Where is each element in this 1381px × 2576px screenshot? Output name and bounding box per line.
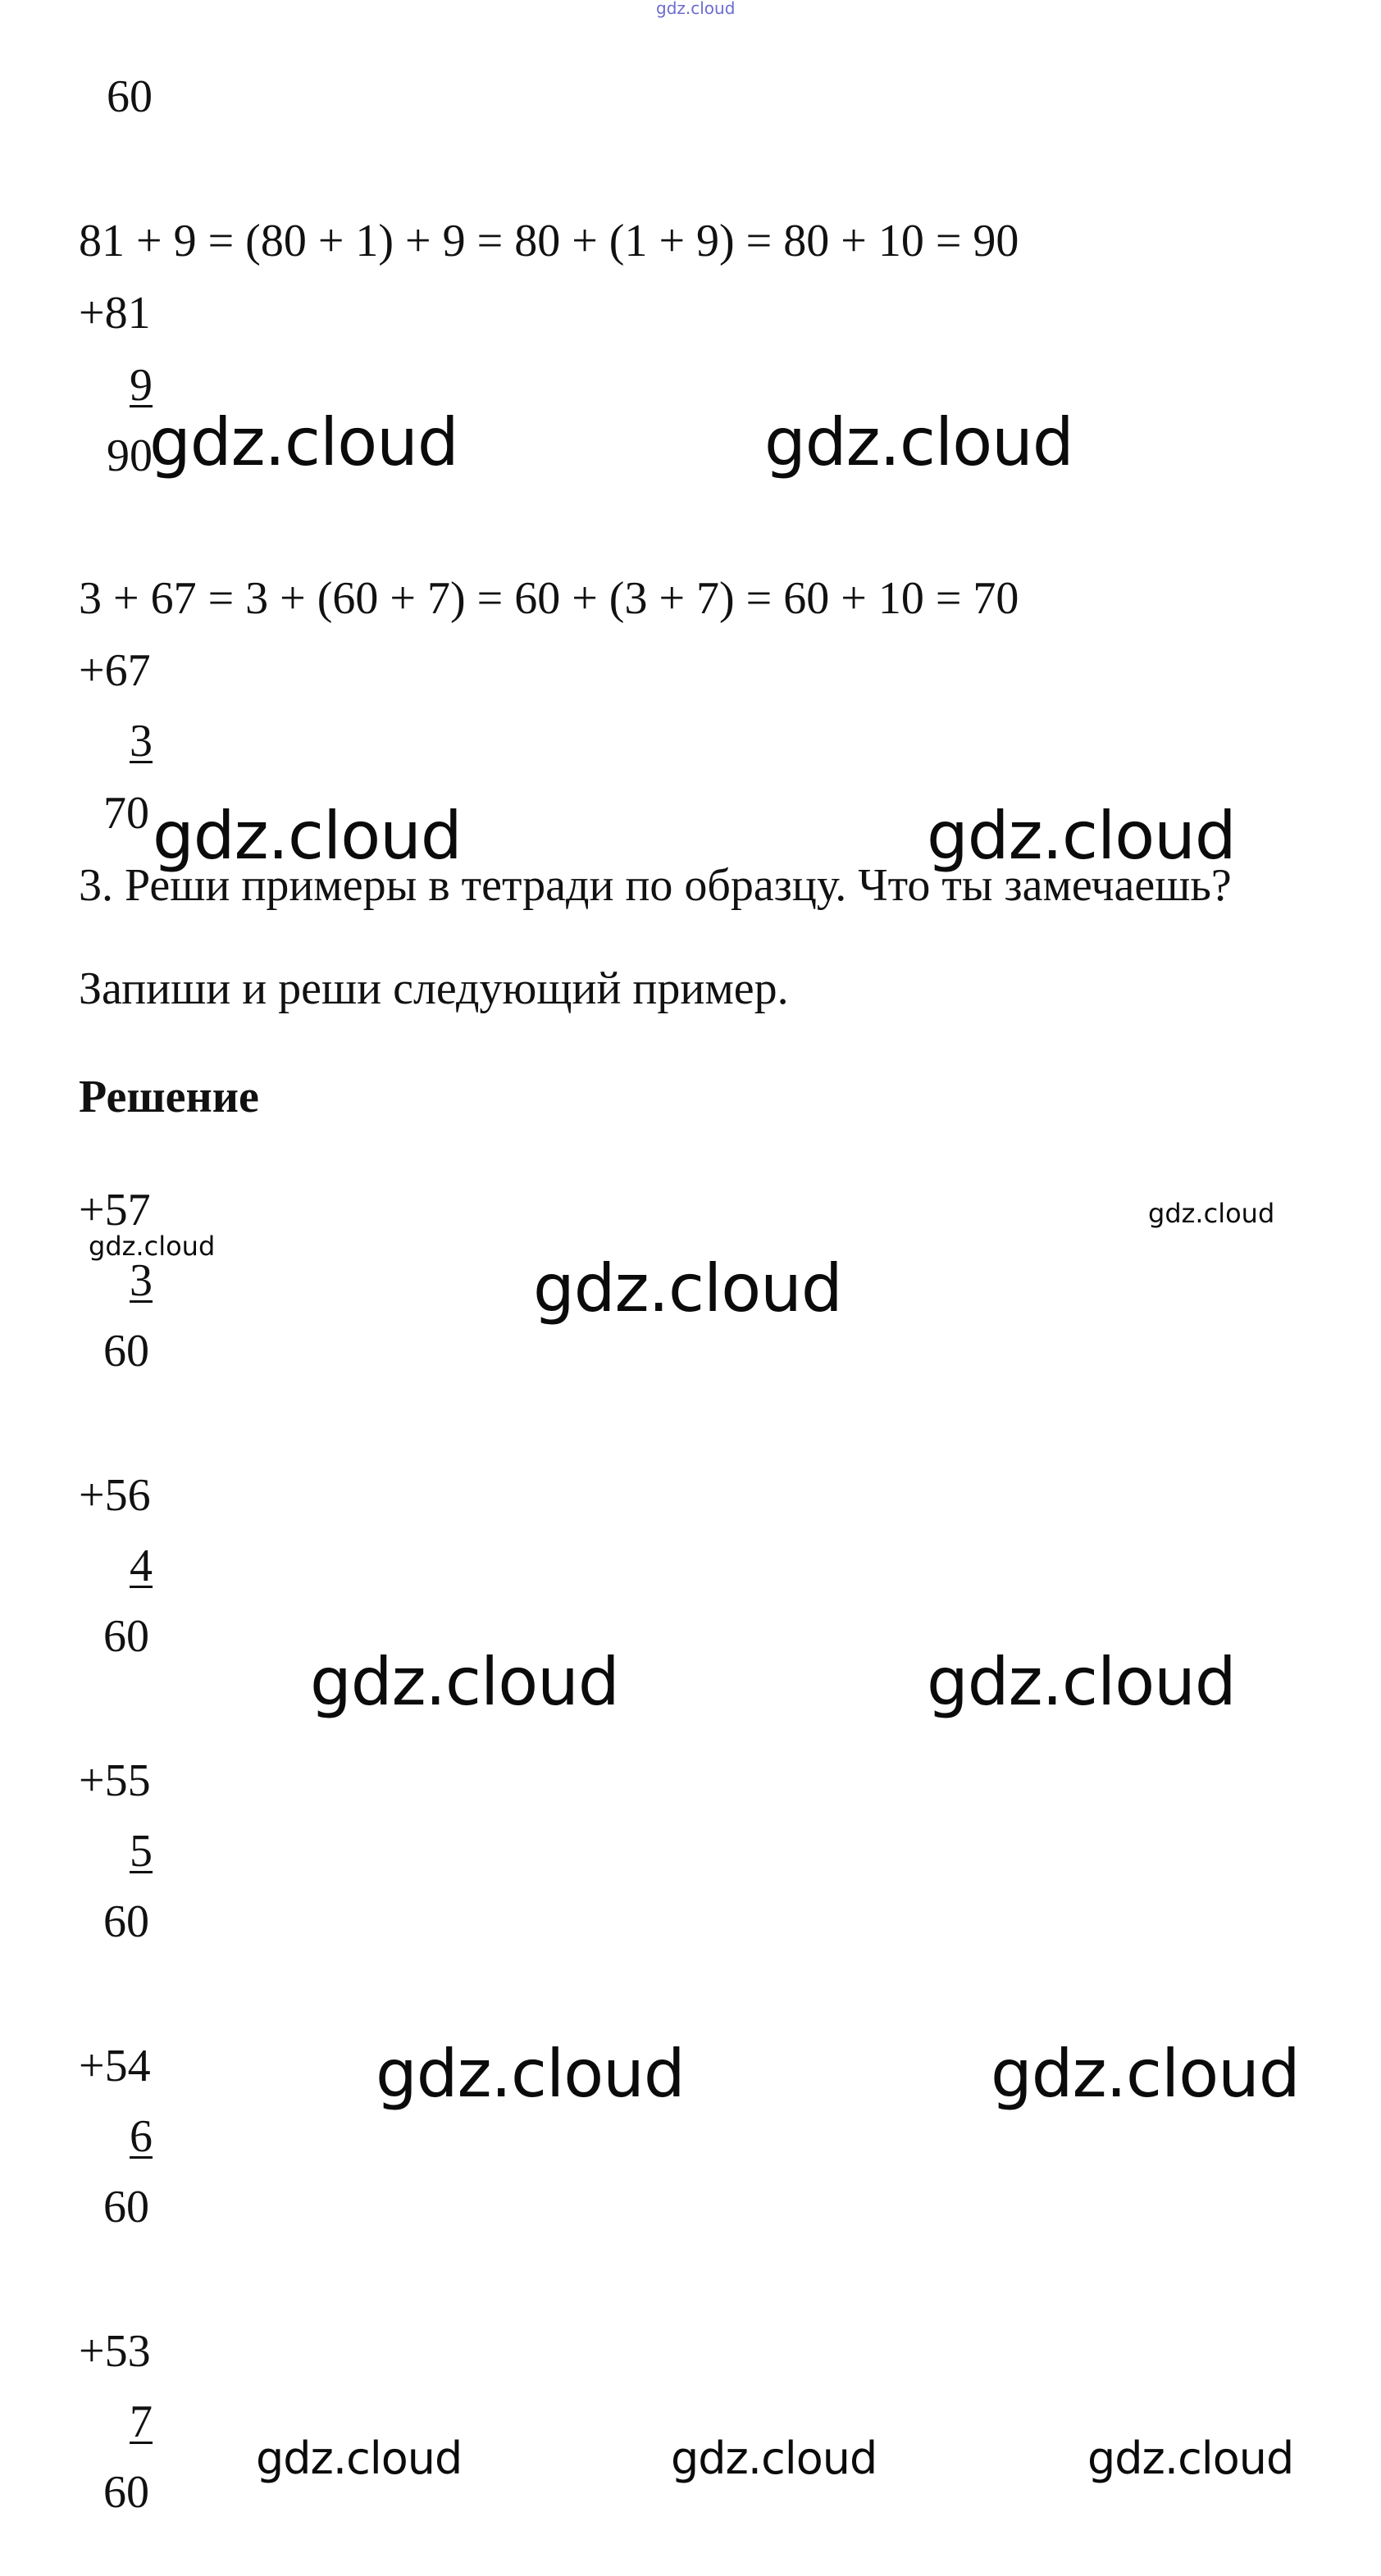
- column-56-addend2: [79, 1543, 153, 1589]
- task-line-1: 3. Реши примеры в тетради по образцу. Что ты замечаешь?: [79, 860, 1232, 911]
- column-81-addend1: +81: [79, 288, 151, 339]
- column-56-addend1: +56: [79, 1470, 151, 1521]
- column-3-sum: 70: [103, 788, 149, 839]
- column-53-addend2-value: 7: [130, 2396, 153, 2447]
- column-57-addend2: [79, 1255, 153, 1306]
- column-81-addend2: [79, 360, 153, 411]
- column-55-addend1: +55: [79, 1755, 151, 1806]
- column-54-addend1: +54: [79, 2041, 151, 2091]
- equation-81-plus-9: 81 + 9 = (80 + 1) + 9 = 80 + (1 + 9) = 80 + 10 = 90: [79, 216, 1019, 266]
- column-55-addend2: [79, 1826, 153, 1877]
- watermark: gdz.cloud: [927, 1644, 1236, 1720]
- watermark: gdz.cloud: [89, 1231, 216, 1262]
- column-57-sum: 60: [103, 1326, 149, 1377]
- watermark: gdz.cloud: [991, 2036, 1300, 2112]
- watermark: gdz.cloud: [1148, 1198, 1275, 1229]
- watermark: gdz.cloud: [927, 798, 1236, 874]
- column-54-addend2-value: 6: [130, 2111, 153, 2162]
- watermark: gdz.cloud: [310, 1644, 619, 1720]
- watermark: gdz.cloud: [671, 2433, 877, 2484]
- watermark: gdz.cloud: [256, 2433, 463, 2484]
- remainder-sum: 60: [107, 71, 153, 122]
- column-3-addend2: [79, 716, 153, 767]
- column-81-addend2-value: 9: [130, 360, 153, 411]
- column-55-sum: 60: [103, 1896, 149, 1947]
- column-3-addend1: +67: [79, 645, 151, 696]
- column-54-sum: 60: [103, 2182, 149, 2232]
- column-53-addend1: +53: [79, 2326, 151, 2377]
- column-56-sum: 60: [103, 1611, 149, 1662]
- watermark: gdz.cloud: [1087, 2433, 1294, 2484]
- watermark: gdz.cloud: [149, 404, 458, 480]
- task-line-2: Запиши и реши следующий пример.: [79, 963, 789, 1014]
- column-55-addend2-value: 5: [130, 1826, 153, 1877]
- column-56-addend2-value: 4: [130, 1541, 153, 1591]
- watermark: gdz.cloud: [764, 404, 1073, 480]
- solution-heading: Решение: [79, 1072, 259, 1122]
- column-3-addend2-value: 3: [130, 716, 153, 767]
- equation-3-plus-67: 3 + 67 = 3 + (60 + 7) = 60 + (3 + 7) = 60 + 10 = 70: [79, 573, 1019, 624]
- column-57-addend1: +57: [79, 1185, 151, 1236]
- column-53-sum: 60: [103, 2467, 149, 2518]
- watermark: gdz.cloud: [153, 798, 462, 874]
- column-53-addend2: [79, 2396, 153, 2447]
- column-81-sum: 90: [107, 430, 153, 481]
- column-54-addend2: [79, 2111, 153, 2162]
- watermark: gdz.cloud: [376, 2036, 685, 2112]
- watermark: gdz.cloud: [533, 1250, 842, 1327]
- column-57-addend2-value: 3: [130, 1255, 153, 1306]
- top-watermark: gdz.cloud: [656, 0, 736, 18]
